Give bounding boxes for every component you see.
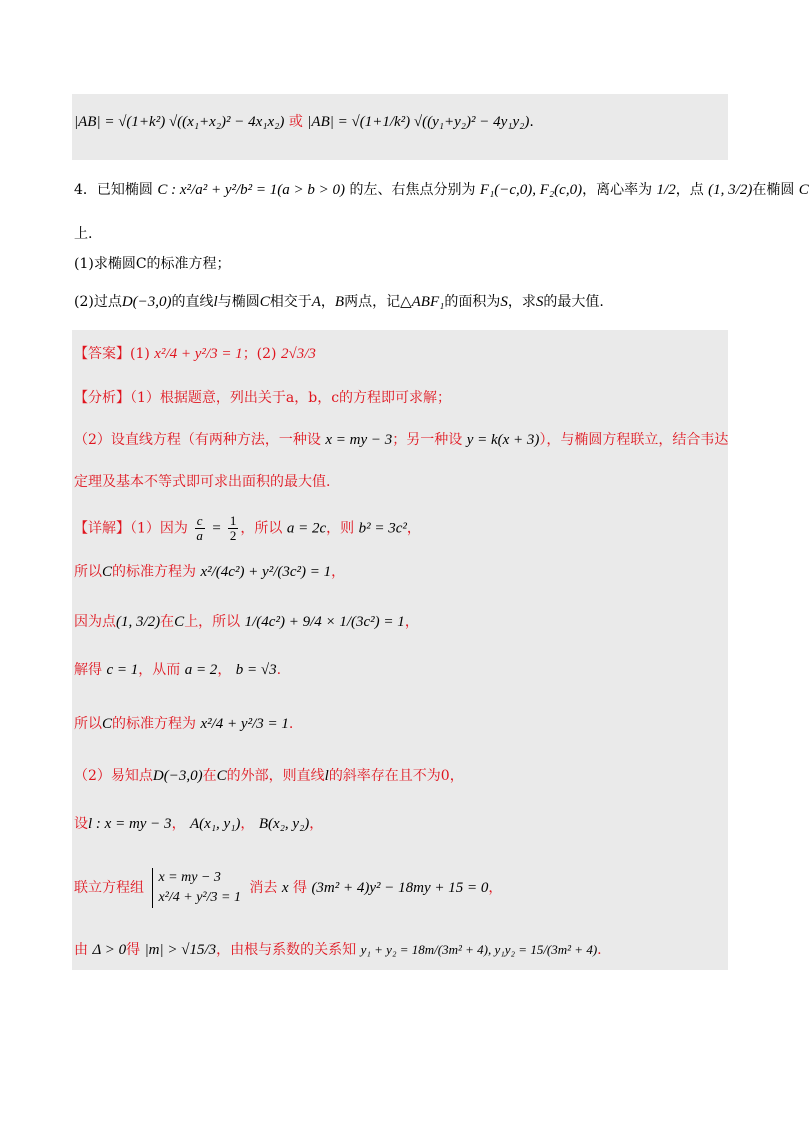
fraction-one-half: $\frac{1}{2}$ xyxy=(229,513,237,543)
line-form-1: x = my − 3 xyxy=(325,432,393,448)
point-a: A xyxy=(311,294,321,310)
answer-label: 【答案】 xyxy=(74,346,130,362)
detail-line-4 xyxy=(74,660,281,680)
analysis-text: 定理及基本不等式即可求出面积的最大值. xyxy=(74,474,331,490)
detail-text: 上，所以 xyxy=(184,614,241,630)
point-d: D(−3,0) xyxy=(121,294,172,310)
detail-text: ， xyxy=(488,880,503,896)
answer-separator: ；(2) xyxy=(242,346,277,362)
standard-equation-c: x²/(4c²) + y²/(3c²) = 1 xyxy=(200,564,332,580)
detail-text: ， xyxy=(217,662,232,678)
q2-text: 的直线 xyxy=(171,294,214,310)
line-l: l xyxy=(324,768,329,784)
period: . xyxy=(529,114,534,130)
detail-text: 因为点 xyxy=(74,614,116,630)
equation-system xyxy=(152,868,241,908)
question-1-text: (1)求椭圆C的标准方程； xyxy=(74,256,231,272)
detail-text: 的斜率存在且不为0， xyxy=(328,768,464,784)
m-range: |m| > √15/3 xyxy=(144,942,217,958)
answer-line xyxy=(74,344,316,364)
system-eq-1: x = my − 3 xyxy=(158,870,221,885)
detail-text: . xyxy=(597,942,602,958)
final-standard-equation: x²/4 + y²/3 = 1 xyxy=(200,716,289,732)
triangle: △ABF₁ xyxy=(400,294,445,310)
ellipse-name: C xyxy=(798,182,809,198)
detail-text: ， xyxy=(240,816,255,832)
q2-text: ， xyxy=(320,294,335,310)
detail-line-3 xyxy=(74,612,419,632)
line-l: l xyxy=(213,294,218,310)
q2-text: 两点，记 xyxy=(344,294,401,310)
detail-text: . xyxy=(288,716,294,732)
a-equals-2c: a = 2c xyxy=(286,520,327,537)
b2-equals-3c2: b² = 3c² xyxy=(358,520,407,537)
detail-text: ，所以 xyxy=(240,520,283,537)
a-value: a = 2 xyxy=(184,662,218,678)
detail-text: 所以 xyxy=(74,564,102,580)
chord-formula-y: |AB| = √(1+1/k²) √((y₁+y₂)² − 4y₁y₂) xyxy=(307,114,530,130)
ellipse-name: C xyxy=(174,614,185,630)
problem-text: ，点 xyxy=(675,182,704,198)
problem-text: 在椭圆 xyxy=(752,182,795,198)
point-b: B xyxy=(334,294,345,310)
q2-text: ，求 xyxy=(507,294,536,310)
detail-text: 联立方程组 xyxy=(74,880,144,896)
detail-text: 得 xyxy=(126,942,141,958)
detail-text: ，由根与系数的关系知 xyxy=(216,942,357,958)
problem-line-2 xyxy=(74,224,92,244)
q2-text: (2)过点 xyxy=(74,294,122,310)
detail-text: 所以 xyxy=(74,716,102,732)
c-value: c = 1 xyxy=(106,662,139,678)
question-2 xyxy=(74,292,604,312)
detail-text: 的外部，则直线 xyxy=(226,768,325,784)
q2-text: 的面积为 xyxy=(444,294,501,310)
problem-text: 已知椭圆 xyxy=(96,182,153,198)
detail-line-8 xyxy=(74,868,502,908)
detail-text: ， xyxy=(309,816,324,832)
point: (1, 3/2) xyxy=(708,182,753,198)
detail-text: 消去 xyxy=(249,880,278,896)
analysis-text: （2）设直线方程（有两种方法，一种设 xyxy=(74,432,321,448)
problem-text: ，离心率为 xyxy=(582,182,653,198)
detail-text: ， xyxy=(404,614,419,630)
analysis-text: ；另一种设 xyxy=(392,432,463,448)
system-eq-2: x²/4 + y²/3 = 1 xyxy=(158,890,241,905)
detail-text: . xyxy=(276,662,282,678)
answer-part: (1) xyxy=(130,346,150,362)
analysis-line-1 xyxy=(74,388,451,408)
problem-text: 的左、右焦点分别为 xyxy=(349,182,476,198)
analysis-line-2 xyxy=(74,430,728,450)
eccentricity: 1/2 xyxy=(656,182,676,198)
ellipse-name: C xyxy=(102,564,113,580)
detail-label: 【详解】 xyxy=(74,520,130,537)
area-s: S xyxy=(500,294,508,310)
detail-text: 解得 xyxy=(74,662,102,678)
analysis-text: （1）根据题意，列出关于a，b，c的方程即可求解； xyxy=(130,390,452,406)
answer-equation: x²/4 + y²/3 = 1 xyxy=(154,346,243,362)
problem-line-1 xyxy=(74,180,809,200)
detail-line-6 xyxy=(74,766,464,786)
problem-number: 4． xyxy=(74,182,97,198)
analysis-text: ），与椭圆方程联立，结合韦达 xyxy=(539,432,729,448)
question-1 xyxy=(74,254,231,274)
ellipse-name: C xyxy=(259,294,270,310)
substitution-equation: 1/(4c²) + 9/4 × 1/(3c²) = 1 xyxy=(244,614,405,630)
b-value: b = √3 xyxy=(235,662,277,678)
ellipse-name: C xyxy=(216,768,227,784)
area-s: S xyxy=(535,294,544,310)
or-word: 或 xyxy=(288,114,303,130)
detail-line-2 xyxy=(74,562,345,582)
answer-max-value: 2√3/3 xyxy=(280,346,316,362)
line-form-2: y = k(x + 3) xyxy=(466,432,540,448)
q2-text: 与椭圆 xyxy=(217,294,260,310)
detail-text: （2）易知点 xyxy=(74,768,153,784)
line-equation: l : x = my − 3 xyxy=(88,816,172,832)
discriminant: Δ > 0 xyxy=(92,942,127,958)
eliminated-var: x xyxy=(281,880,289,896)
foci: F₁(−c,0), F₂(c,0) xyxy=(479,182,583,198)
detail-text: ， xyxy=(331,564,346,580)
vieta-relations: y₁ + y₂ = 18m/(3m² + 4), y₁y₂ = 15/(3m² + 4) xyxy=(360,942,598,957)
detail-line-5 xyxy=(74,714,293,734)
detail-text: 设 xyxy=(74,816,88,832)
point-b-coords: B(x₂, y₂) xyxy=(258,816,310,832)
point: (1, 3/2) xyxy=(116,614,161,630)
detail-line-7 xyxy=(74,814,323,834)
ellipse-name: C xyxy=(102,716,113,732)
detail-text: 的标准方程为 xyxy=(112,564,197,580)
fraction-c-over-a: $\frac{c}{a}$ xyxy=(196,513,203,543)
detail-line-9 xyxy=(74,940,602,960)
detail-text: 得 xyxy=(292,880,307,896)
detail-text: 在 xyxy=(160,614,175,630)
detail-text: ，从而 xyxy=(138,662,181,678)
point-d: D(−3,0) xyxy=(152,768,203,784)
point-a-coords: A(x₁, y₁) xyxy=(190,816,241,832)
analysis-line-3 xyxy=(74,472,330,492)
problem-text: 上. xyxy=(74,226,93,242)
detail-text: ， xyxy=(171,816,186,832)
detail-text: ， xyxy=(406,520,421,537)
chord-length-formula-line xyxy=(74,112,534,132)
q2-text: 的最大值. xyxy=(543,294,604,310)
q2-text: 相交于 xyxy=(269,294,312,310)
detail-text: 由 xyxy=(74,942,88,958)
detail-line-1: 【详解】（1）因为 $\frac{c}{a}$ = $\frac{1}{2}$ ，所以 a = 2c，则 b² = 3c²， xyxy=(74,513,421,543)
detail-text: 的标准方程为 xyxy=(112,716,197,732)
analysis-label: 【分析】 xyxy=(74,390,130,406)
detail-text: 在 xyxy=(202,768,217,784)
ellipse-equation: C : x²/a² + y²/b² = 1(a > b > 0) xyxy=(157,182,345,198)
detail-text: ，则 xyxy=(326,520,355,537)
quadratic-equation: (3m² + 4)y² − 18my + 15 = 0 xyxy=(311,880,489,896)
chord-formula-x: |AB| = √(1+k²) √((x₁+x₂)² − 4x₁x₂) xyxy=(74,114,285,130)
detail-text: （1）因为 xyxy=(130,520,188,537)
